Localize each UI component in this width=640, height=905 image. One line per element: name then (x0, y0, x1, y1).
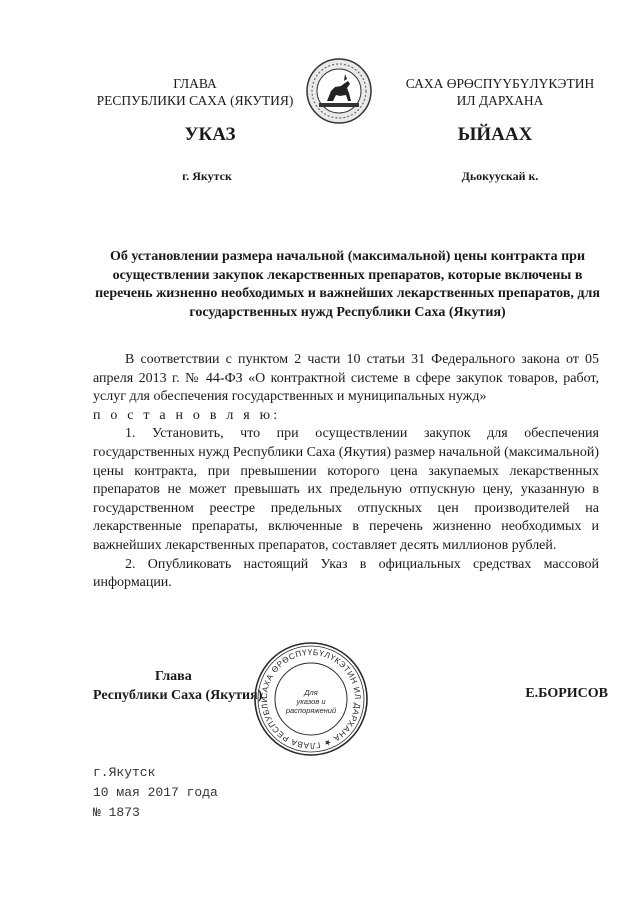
official-seal-stamp (252, 640, 370, 758)
footer-meta (93, 763, 218, 823)
stamp-center-line2: указов и (296, 697, 326, 706)
header-right-line1: САХА ӨРӨСПҮҮБҮЛҮКЭТИН (405, 76, 595, 91)
header-right-block (380, 75, 620, 109)
doc-type-sakha: ЫЙААХ (457, 124, 533, 145)
signatory-name: Е.БОРИСОВ (525, 686, 608, 701)
coat-of-arms-emblem (305, 57, 373, 125)
stamp-center-line1: Для (304, 688, 318, 697)
header-left-line1: ГЛАВА (173, 76, 217, 91)
footer-number: № 1873 (93, 805, 140, 820)
preamble-paragraph: В соответствии с пунктом 2 части 10 статьи 31 Федерального закона от 05 апреля 2013 г. № 44-ФЗ «О контрактной системе в сфере закупок товаров, работ, услуг для обеспечения государственных и муниципальных нужд» (93, 352, 599, 405)
decree-title: Об установлении размера начальной (максимальной) цены контракта при осуществлении закупок лекарственных препаратов, которые включены в перечень жизненно необходимых и важнейших лекарственных препаратов, для государственных нужд Республики Саха (Якутия) (95, 249, 600, 320)
header-right-line2: ИЛ ДАРХАНА (456, 93, 544, 108)
header-left-block (70, 75, 320, 109)
stamp-center-line3: распоряжений (285, 706, 337, 715)
signature-title-line2: Республики Саха (Якутия) (93, 688, 263, 703)
header-left-line2: РЕСПУБЛИКИ САХА (ЯКУТИЯ) (96, 93, 294, 108)
city-ru: г. Якутск (182, 169, 232, 183)
city-sakha: Дьокуускай к. (461, 169, 539, 183)
signature-title-line1: Глава (155, 669, 192, 684)
decree-body (93, 351, 599, 593)
doc-type-ru: УКАЗ (184, 124, 236, 145)
decree-item-2: 2. Опубликовать настоящий Указ в официальных средствах массовой информации. (93, 556, 599, 591)
stamp-ring-text: САХА ӨРӨСПҮҮБҮЛҮКЭТИН ИЛ ДАРХАНА ★ ГЛАВА РЕСПУБЛИ (259, 647, 363, 751)
footer-date: 10 мая 2017 года (93, 785, 218, 800)
decree-word: п о с т а н о в л я ю: (93, 407, 281, 423)
decree-item-1: 1. Установить, что при осуществлении закупок для обеспечения государственных нужд Республики Саха (Якутия) размер начальной (максимальной) цены контракта, при превышении которого цена закупаемых лекарственных препаратов не может превышать их предельную отпускную цену, указанную в государственном реестре предельных отпускных цен производителей на лекарственные препараты, включенные в перечень жизненно необходимых и важнейших лекарственных препаратов, составляет десять миллионов рублей. (93, 426, 599, 553)
footer-city: г.Якутск (93, 765, 156, 780)
